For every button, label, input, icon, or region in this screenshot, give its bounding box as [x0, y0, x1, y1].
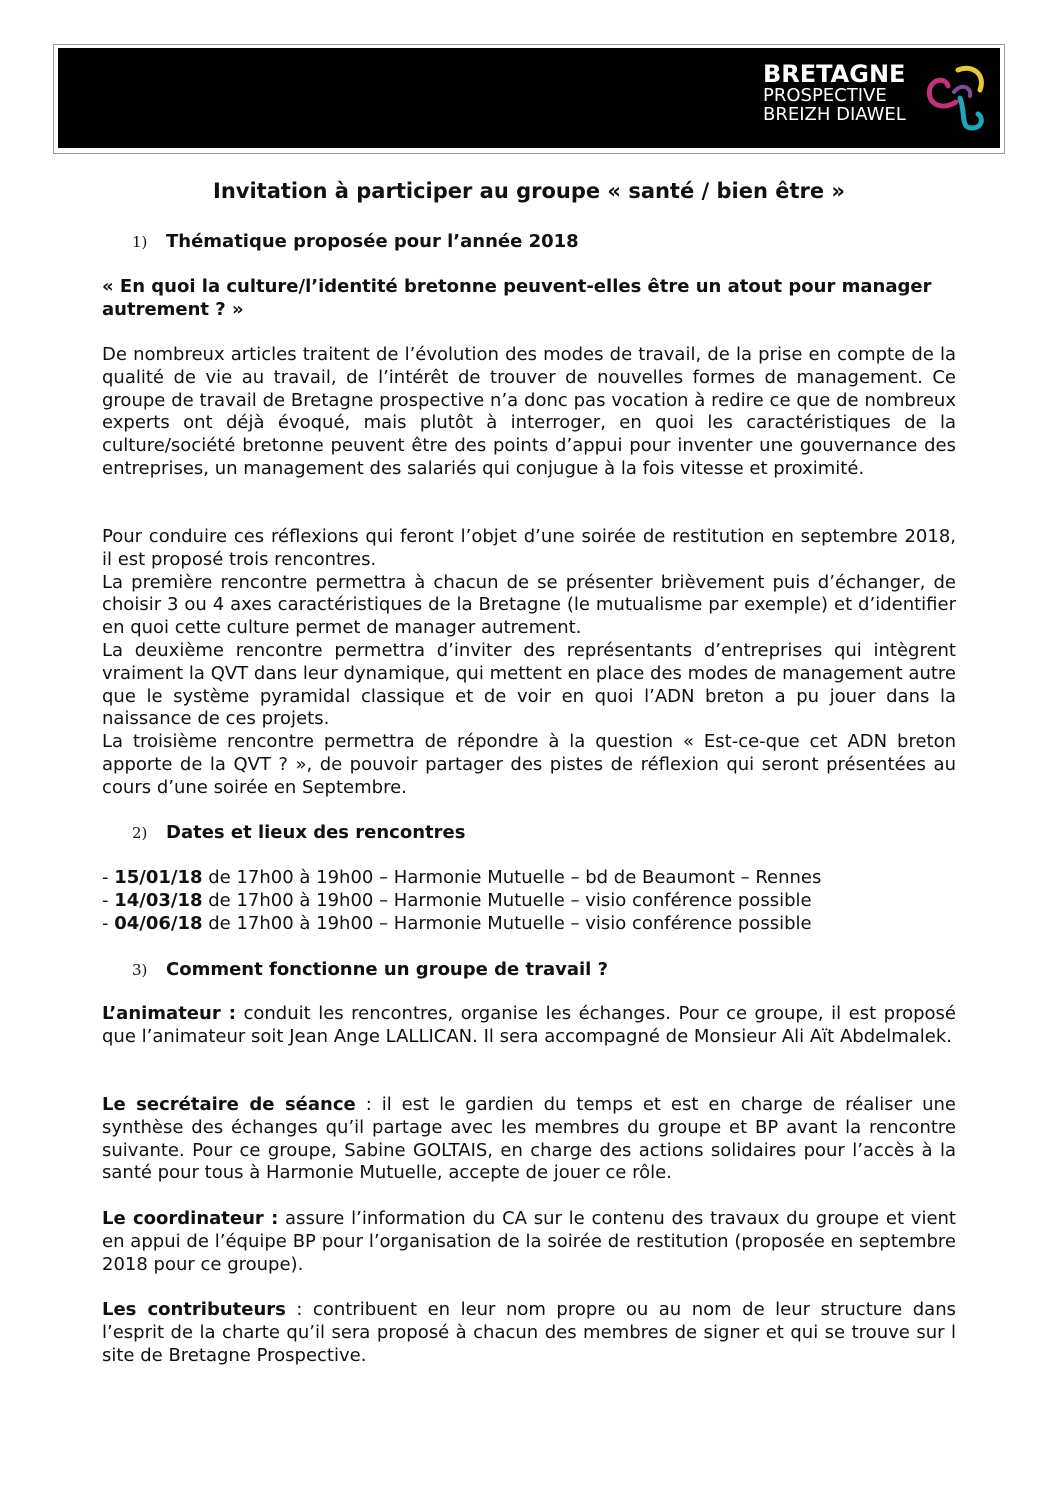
brand-logo-text	[763, 62, 906, 124]
role-label: L’animateur :	[102, 1003, 236, 1024]
logo-line-3: BREIZH DIAWEL	[763, 104, 906, 125]
role-label: Le coordinateur :	[102, 1208, 279, 1229]
logo-line-1: BRETAGNE	[763, 60, 906, 88]
section-2-heading	[132, 820, 465, 846]
paragraph-first-meeting: La première rencontre permettra à chacun de se présenter brièvement puis d’échanger, de choisir 3 ou 4 axes caractéristiques de la Bretagne (le mutualisme par exemple) et d’identifier en quoi cette culture permet de manager autrement.	[102, 571, 956, 639]
role-animateur	[102, 1003, 956, 1049]
section-title: Dates et lieux des rencontres	[166, 822, 466, 843]
theme-question: « En quoi la culture/l’identité bretonne peuvent-elles être un atout pour manager autrement ? »	[102, 276, 932, 320]
paragraph-second-meeting: La deuxième rencontre permettra d’inviter des représentants d’entreprises qui intègrent vraiment la QVT dans leur dynamique, qui mettent en place des modes de management autre que le système pyramidal classique et de voir en quoi l’ADN breton a pu jouer dans la naissance de ces projets.	[102, 639, 956, 730]
triskel-logo-icon	[920, 62, 990, 134]
meeting-details: de 17h00 à 19h00 – Harmonie Mutuelle – bd de Beaumont – Rennes	[202, 867, 822, 888]
role-description: : contribuent en leur nom propre ou au nom de leur structure dans l’esprit de la charte qu’il sera proposé à chacun des membres de signer et qui se trouve sur l site de Bretagne Prospective.	[102, 1299, 956, 1366]
meeting-date: 14/03/18	[114, 889, 203, 911]
paragraph-intro: De nombreux articles traitent de l’évolution des modes de travail, de la prise en compte de la qualité de vie au travail, de l’intérêt de trouver de nouvelles formes de management. Ce groupe de travail de Bretagne prospective n’a donc pas vocation à redire ce que de nombreux experts ont déjà évoqué, mais plutôt à interroger, en quoi les caractéristiques de la culture/société bretonne peuvent être des points d’appui pour inventer une gouvernance des entreprises, un management des salariés qui conjugue à la fois vitesse et proximité.	[102, 344, 956, 479]
date-item	[102, 913, 956, 936]
list-dash: -	[102, 912, 115, 934]
section-number: 3)	[132, 961, 148, 979]
role-description: conduit les rencontres, organise les échanges. Pour ce groupe, il est proposé que l’animateur soit Jean Ange LALLICAN. Il sera accompagné de Monsieur Ali Aït Abdelmalek.	[102, 1003, 957, 1047]
section-title: Comment fonctionne un groupe de travail ?	[166, 959, 609, 980]
section-title: Thématique proposée pour l’année 2018	[166, 231, 579, 252]
meeting-details: de 17h00 à 19h00 – Harmonie Mutuelle – visio conférence possible	[202, 912, 812, 934]
meeting-date: 15/01/18	[114, 867, 203, 888]
role-secretaire	[102, 1094, 956, 1185]
logo-line-2: PROSPECTIVE	[763, 85, 887, 106]
meeting-details: de 17h00 à 19h00 – Harmonie Mutuelle – visio conférence possible	[202, 889, 812, 911]
list-dash: -	[102, 867, 115, 888]
paragraph-meetings-intro: Pour conduire ces réflexions qui feront l’objet d’une soirée de restitution en septembre 2018, il est proposé trois rencontres.	[102, 526, 956, 570]
role-label: Le secrétaire de séance	[102, 1094, 356, 1115]
section-number: 1)	[132, 233, 148, 251]
role-description: assure l’information du CA sur le contenu des travaux du groupe et vient en appui de l’équipe BP pour l’organisation de la soirée de restitution (proposée en septembre 2018 pour ce groupe).	[102, 1208, 956, 1275]
date-item	[102, 867, 956, 890]
paragraph-meetings	[102, 526, 956, 800]
role-description: : il est le gardien du temps et est en charge de réaliser une synthèse des échanges qu’il partage avec les membres du groupe et BP avant la rencontre suivante. Pour ce groupe, Sabine GOLTAIS, en charge des actions solidaires pour l’accès à la santé pour tous à Harmonie Mutuelle, accepte de jouer ce rôle.	[102, 1094, 956, 1184]
document-title: Invitation à participer au groupe « santé / bien être »	[213, 179, 845, 203]
dates-list	[102, 867, 956, 935]
section-3-heading	[132, 957, 608, 983]
section-1-heading	[132, 229, 579, 255]
role-contributeurs	[102, 1299, 956, 1367]
list-dash: -	[102, 889, 115, 911]
date-item	[102, 890, 956, 913]
role-label: Les contributeurs	[102, 1299, 286, 1320]
role-coordinateur	[102, 1208, 956, 1276]
section-number: 2)	[132, 824, 148, 842]
paragraph-third-meeting: La troisième rencontre permettra de répondre à la question « Est-ce-que cet ADN breton apporte de la QVT ? », de pouvoir partager des pistes de réflexion qui seront présentées au cours d’une soirée en Septembre.	[102, 731, 956, 798]
meeting-date: 04/06/18	[114, 912, 203, 934]
